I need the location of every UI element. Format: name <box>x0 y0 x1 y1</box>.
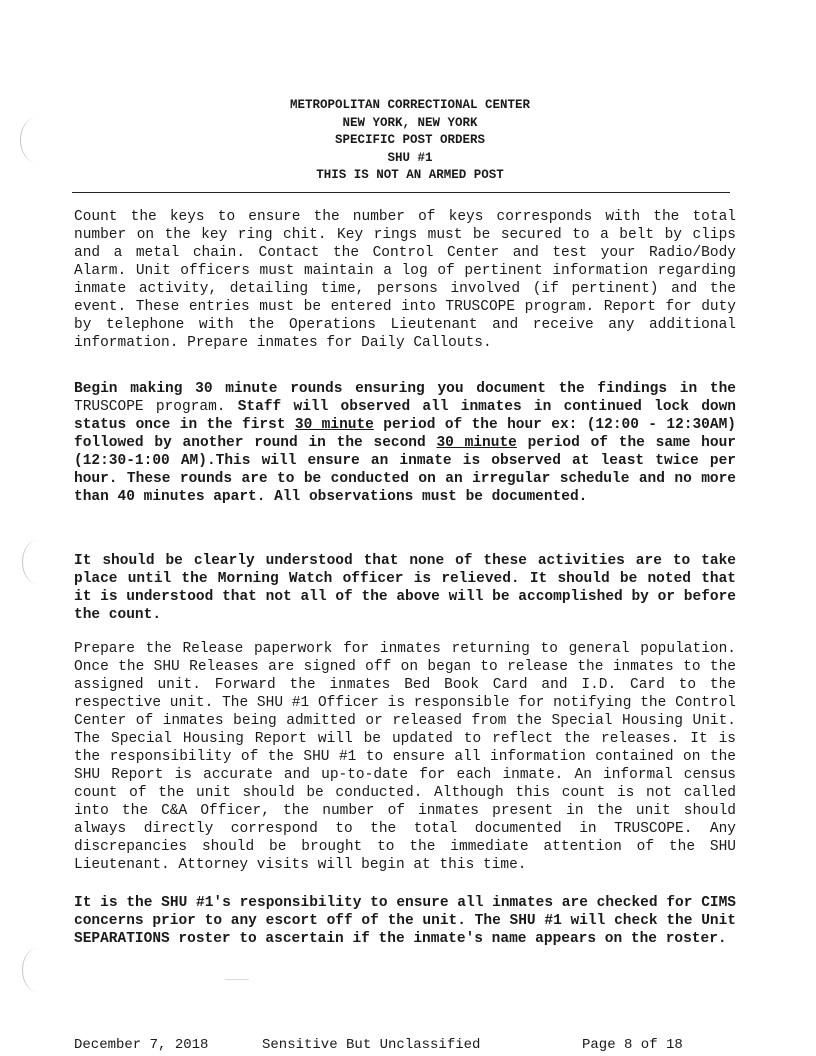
rounds-program-name: TRUSCOPE program. <box>74 399 226 415</box>
paragraph-morning-watch: It should be clearly understood that none of these activities are to take place until the Morning Watch officer is relieved. It should be noted that it is understood that not all of the above will be accomplished by or before the count. <box>74 553 736 623</box>
paragraph-rounds <box>74 380 736 506</box>
punch-hole-mark <box>22 948 53 992</box>
institution-name: METROPOLITAN CORRECTIONAL CENTER <box>289 98 531 112</box>
document-type: SPECIFIC POST ORDERS <box>334 133 486 148</box>
rounds-text: Begin making 30 minute rounds ensuring you document the findings in the <box>74 381 736 397</box>
rounds-interval-underlined: 30 minute <box>294 417 374 433</box>
rounds-text: Staff will observed all inmates in continued lock down status once in the first <box>74 399 736 433</box>
post-name: SHU #1 <box>387 150 433 165</box>
paragraph-cims: It is the SHU #1's responsibility to ensure all inmates are checked for CIMS concerns prior to any escort off of the unit. The SHU #1 will check the Unit SEPARATIONS roster to ascertain if the inmate's name appears on the roster. <box>74 895 736 947</box>
rounds-text: period of the hour ex: (12:00 - 12:30AM) followed by another round in the second <box>74 417 736 451</box>
institution-location: NEW YORK, NEW YORK <box>342 115 478 130</box>
stray-mark <box>225 979 249 980</box>
rounds-text: period of the same hour (12:30-1:00 AM).This will ensure an inmate is observed at least twice per hour. These rounds are to be conducted on an irregular schedule and no more than 40 minutes apart. All observations must be documented. <box>74 435 736 505</box>
header-divider <box>72 192 730 193</box>
punch-hole-mark <box>22 540 53 584</box>
punch-hole-mark <box>20 118 51 162</box>
footer-date: December 7, 2018 <box>74 1037 209 1053</box>
footer-classification: Sensitive But Unclassified <box>262 1037 481 1053</box>
document-header <box>242 97 578 185</box>
post-armed-status: THIS IS NOT AN ARMED POST <box>316 168 504 183</box>
paragraph-releases: Prepare the Release paperwork for inmates returning to general population. Once the SHU Releases are signed off on began to release the inmates to the assigned unit. Forward the inmates Bed Book Card and I.D. Card to the respective unit. The SHU #1 Officer is responsible for notifying the Control Center of inmates being admitted or released from the Special Housing Unit. The Special Housing Report will be updated to reflect the releases. It is the responsibility of the SHU #1 to ensure all information contained on the SHU Report is accurate and up-to-date for each inmate. An informal census count of the unit should be conducted. Although this count is not called into the C&A Officer, the number of inmates present in the unit should always directly correspond to the total documented in TRUSCOPE. Any discrepancies should be brought to the immediate attention of the SHU Lieutenant. Attorney visits will begin at this time. <box>74 641 736 873</box>
footer-page-number: Page 8 of 18 <box>582 1037 683 1053</box>
rounds-interval-underlined: 30 minute <box>436 435 517 451</box>
paragraph-duty-start: Count the keys to ensure the number of keys corresponds with the total number on the key ring chit. Key rings must be secured to a belt by clips and a metal chain. Contact the Control Center and test your Radio/Body Alarm. Unit officers must maintain a log of pertinent information regarding inmate activity, detailing time, persons involved (if pertinent) and the event. These entries must be entered into TRUSCOPE program. Report for duty by telephone with the Operations Lieutenant and receive any additional information. Prepare inmates for Daily Callouts. <box>74 209 736 351</box>
